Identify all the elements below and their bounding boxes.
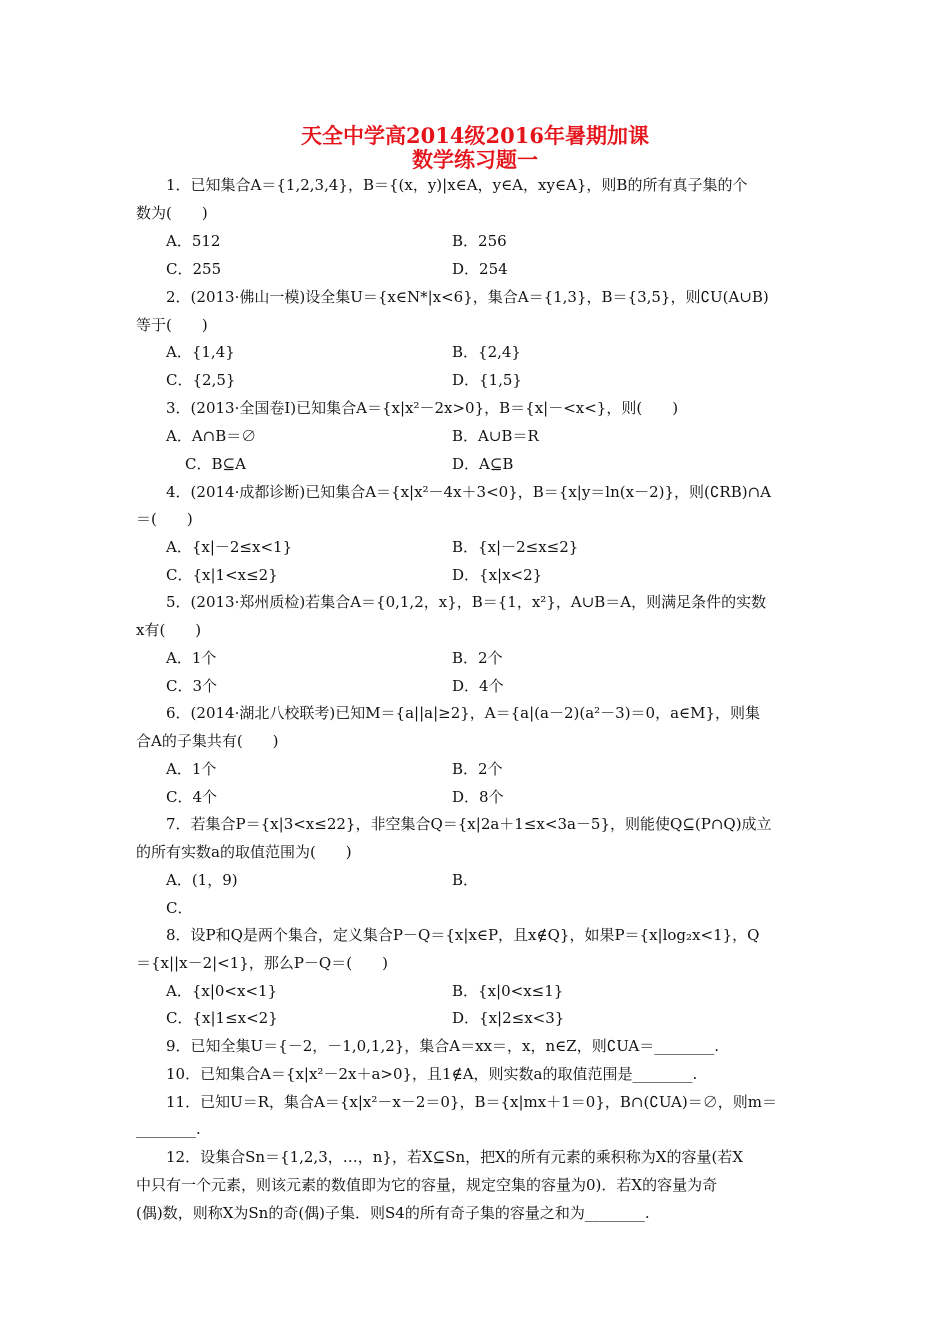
question-12-line-3: (偶)数，则称X为Sn的奇(偶)子集．则S4的所有奇子集的容量之和为________. [136,1204,650,1222]
question-7-option-a: A．(1，9) [166,871,238,889]
question-2-line-2: 等于( ) [136,316,208,334]
question-3-line-1: 3．(2013·全国卷Ⅰ)已知集合A＝{x|x²－2x>0}，B＝{x|－<x<}，则( ) [166,399,679,417]
question-2-option-a: A．{1,4} [166,343,235,361]
question-10-line-1: 10．已知集合A＝{x|x²－2x＋a>0}，且1∉A，则实数a的取值范围是________. [166,1065,698,1083]
question-6-line-1: 6．(2014·湖北八校联考)已知M＝{a||a|≥2}，A＝{a|(a－2)(a²－3)＝0，a∈M}，则集 [166,704,761,722]
question-12-line-2: 中只有一个元素，则该元素的数值即为它的容量，规定空集的容量为0)．若X的容量为奇 [136,1176,718,1194]
question-4-line-2: ＝( ) [136,510,193,528]
question-3-option-c: C．B⊆A [185,455,246,473]
question-1-option-c: C．255 [166,260,222,278]
question-7-option-c: C． [166,899,193,917]
question-2-option-c: C．{2,5} [166,371,236,389]
question-4-option-c: C．{x|1<x≤2} [166,566,278,584]
question-12-line-1: 12．设集合Sn＝{1,2,3，…，n}，若X⊆Sn，把X的所有元素的乘积称为X的容量(若X [166,1148,744,1166]
question-3-option-d: D．A⊆B [452,455,514,473]
question-1-line-2: 数为( ) [136,204,208,222]
question-5-line-1: 5．(2013·郑州质检)若集合A＝{0,1,2，x}，B＝{1，x²}，A∪B＝A，则满足条件的实数 [166,593,767,611]
question-8-option-d: D．{x|2≤x<3} [452,1009,565,1027]
question-5-option-d: D．4个 [452,677,504,695]
question-1-option-a: A．512 [166,232,221,250]
question-6-option-d: D．8个 [452,788,504,806]
question-7-line-1: 7．若集合P＝{x|3<x≤22}，非空集合Q＝{x|2a＋1≤x<3a－5}，则能使Q⊆(P∩Q)成立 [166,815,772,833]
question-6-line-2: 合A的子集共有( ) [136,732,279,750]
question-6-option-b: B．2个 [452,760,503,778]
question-1-option-b: B．256 [452,232,507,250]
question-8-line-1: 8．设P和Q是两个集合，定义集合P－Q＝{x|x∈P，且x∉Q}，如果P＝{x|log₂x<1}，Q [166,926,760,944]
question-8-option-a: A．{x|0<x<1} [166,982,278,1000]
question-5-option-c: C．3个 [166,677,218,695]
question-3-option-b: B．A∪B＝R [452,427,539,445]
question-4-line-1: 4．(2014·成都诊断)已知集合A＝{x|x²－4x＋3<0}，B＝{x|y＝ln(x－2)}，则(∁RB)∩A [166,483,771,501]
worksheet-title: 天全中学高2014级2016年暑期加课 [301,123,649,148]
question-2-option-d: D．{1,5} [452,371,522,389]
question-4-option-a: A．{x|－2≤x<1} [166,538,293,556]
question-11-line-1: 11．已知U＝R，集合A＝{x|x²－x－2＝0}，B＝{x|mx＋1＝0}，B∩(∁UA)＝∅，则m＝ [166,1093,777,1111]
question-1-option-d: D．254 [452,260,508,278]
question-8-line-2: ＝{x||x－2|<1}，那么P－Q＝( ) [136,954,388,972]
question-7-line-2: 的所有实数a的取值范围为( ) [136,843,352,861]
question-2-line-1: 2．(2013·佛山一模)设全集U＝{x∈N*|x<6}，集合A＝{1,3}，B＝{3,5}，则∁U(A∪B) [166,288,769,306]
question-4-option-b: B．{x|－2≤x≤2} [452,538,579,556]
question-9-line-1: 9．已知全集U＝{－2，－1,0,1,2}，集合A＝xx＝，x，n∈Z，则∁UA＝________. [166,1037,720,1055]
question-6-option-c: C．4个 [166,788,218,806]
question-8-option-b: B．{x|0<x≤1} [452,982,564,1000]
question-5-option-a: A．1个 [166,649,217,667]
question-2-option-b: B．{2,4} [452,343,521,361]
question-11-line-2: ________. [136,1120,201,1138]
question-4-option-d: D．{x|x<2} [452,566,543,584]
question-8-option-c: C．{x|1≤x<2} [166,1009,278,1027]
question-1-line-1: 1．已知集合A＝{1,2,3,4}，B＝{(x，y)|x∈A，y∈A，xy∈A}，则B的所有真子集的个 [166,176,748,194]
question-5-line-2: x有( ) [136,621,202,639]
question-5-option-b: B．2个 [452,649,503,667]
question-3-option-a: A．A∩B＝∅ [166,427,257,445]
question-7-option-b: B． [452,871,479,889]
question-6-option-a: A．1个 [166,760,217,778]
worksheet-subtitle: 数学练习题一 [412,147,538,172]
